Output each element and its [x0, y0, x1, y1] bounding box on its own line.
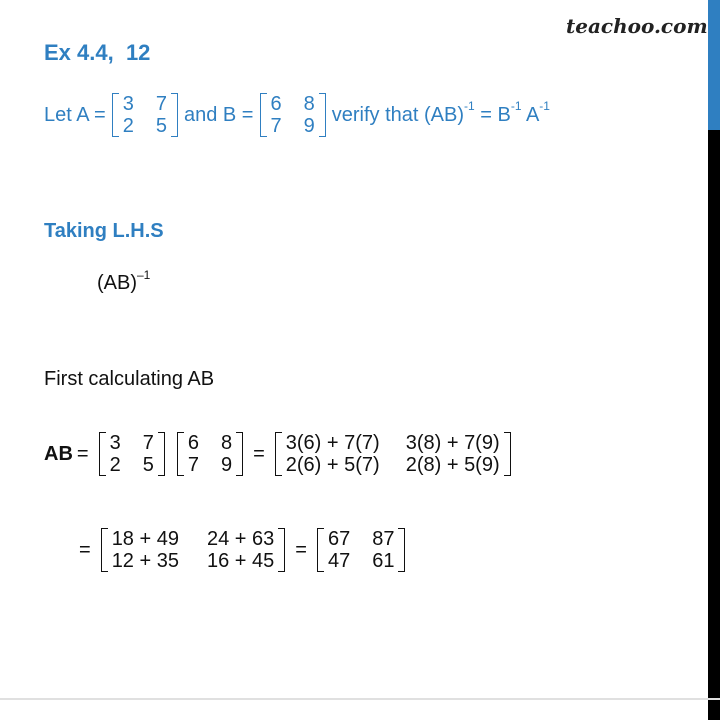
ab-label: AB [44, 442, 73, 465]
lhs-heading: Taking L.H.S [44, 220, 164, 242]
superscript: -1 [510, 99, 522, 113]
first-calculating-text: First calculating AB [44, 368, 215, 390]
superscript: -1 [539, 99, 550, 113]
matrix-b: 6 8 7 9 [177, 432, 243, 476]
matrix-b: 6 8 7 9 [260, 93, 326, 137]
problem-a: A [521, 103, 540, 126]
sidebar-accent-black [708, 130, 720, 720]
result-equation: = 18 + 49 24 + 63 12 + 35 16 + 45 = 67 87 47 61 [75, 528, 411, 572]
superscript: -1 [464, 99, 475, 113]
problem-eq: = B [474, 103, 511, 126]
problem-statement [44, 93, 550, 137]
problem-verify: verify that (AB) [331, 103, 465, 126]
matrix-a: 3 7 2 5 [112, 93, 178, 137]
ab-equation: AB = 3 7 2 5 6 8 7 9 = 3(6) + 7(7) 3(8) + 7(9) 2(6) + 5(7) 2(8) + 5(9) [44, 432, 517, 476]
problem-and: and B = [183, 103, 254, 126]
ab-inverse: (AB) –1 [97, 267, 151, 294]
bottom-divider [0, 698, 720, 700]
problem-let: Let A = [44, 103, 106, 126]
brand-logo: teachoo.com [566, 14, 708, 38]
exercise-title: Ex 4.4, 12 [44, 40, 151, 65]
matrix-sums: 18 + 49 24 + 63 12 + 35 16 + 45 [101, 528, 286, 572]
matrix-expanded: 3(6) + 7(7) 3(8) + 7(9) 2(6) + 5(7) 2(8) + 5(9) [275, 432, 511, 476]
matrix-result: 67 87 47 61 [317, 528, 406, 572]
sidebar-accent-blue [708, 0, 720, 130]
matrix-a: 3 7 2 5 [99, 432, 165, 476]
